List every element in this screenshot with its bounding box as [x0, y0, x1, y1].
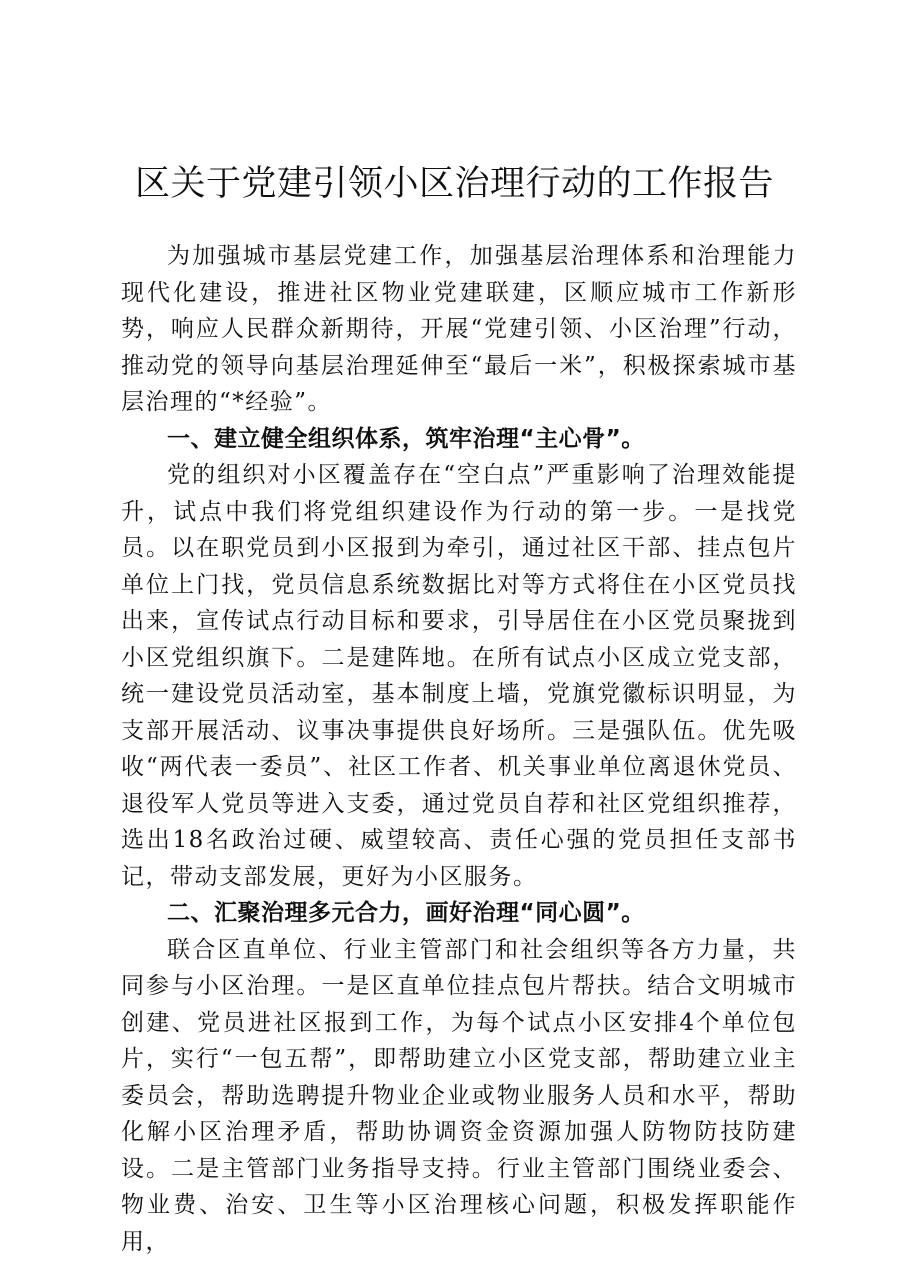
- intro-paragraph: 为加强城市基层党建工作，加强基层治理体系和治理能力现代化建设，推进社区物业党建联建，区顺应城市工作新形势，响应人民群众新期待，开展“党建引领、小区治理”行动，推动党的领导向基层治理延伸至“最后一米”，积极探索城市基层治理的“*经验”。: [121, 243, 797, 415]
- section-1-paragraph: 党的组织对小区覆盖存在“空白点”严重影响了治理效能提升，试点中我们将党组织建设作为行动的第一步。一是找党员。以在职党员到小区报到为牵引，通过社区干部、挂点包片单位上门找，党员信息系统数据比对等方式将住在小区党员找出来，宣传试点行动目标和要求，引导居住在小区党员聚拢到小区党组织旗下。二是建阵地。在所有试点小区成立党支部，统一建设党员活动室，基本制度上墙，党旗党徽标识明显，为支部开展活动、议事决事提供良好场所。三是强队伍。优先吸收“两代表一委员”、社区工作者、机关事业单位离退休党员、退役军人党员等进入支委，通过党员自荐和社区党组织推荐，选出18名政治过硬、威望较高、责任心强的党员担任支部书记，带动支部发展，更好为小区服务。: [121, 462, 797, 890]
- document-title: 区关于党建引领小区治理行动的工作报告: [134, 164, 774, 204]
- section-heading-1: 一、建立健全组织体系，筑牢治理“主心骨”。: [167, 425, 645, 452]
- section-heading-2: 二、汇聚治理多元合力，画好治理“同心圆”。: [167, 900, 645, 926]
- section-2-paragraph: 联合区直单位、行业主管部门和社会组织等各方力量，共同参与小区治理。一是区直单位挂点包片帮扶。结合文明城市创建、党员进社区报到工作，为每个试点小区安排4个单位包片，实行“一包五帮”，即帮助建立小区党支部，帮助建立业主委员会，帮助选聘提升物业企业或物业服务人员和水平，帮助化解小区治理矛盾，帮助协调资金资源加强人防物防技防建设。二是主管部门业务指导支持。行业主管部门围绕业委会、物业费、治安、卫生等小区治理核心问题，积极发挥职能作用，: [121, 936, 797, 1255]
- document-body: [121, 238, 797, 1260]
